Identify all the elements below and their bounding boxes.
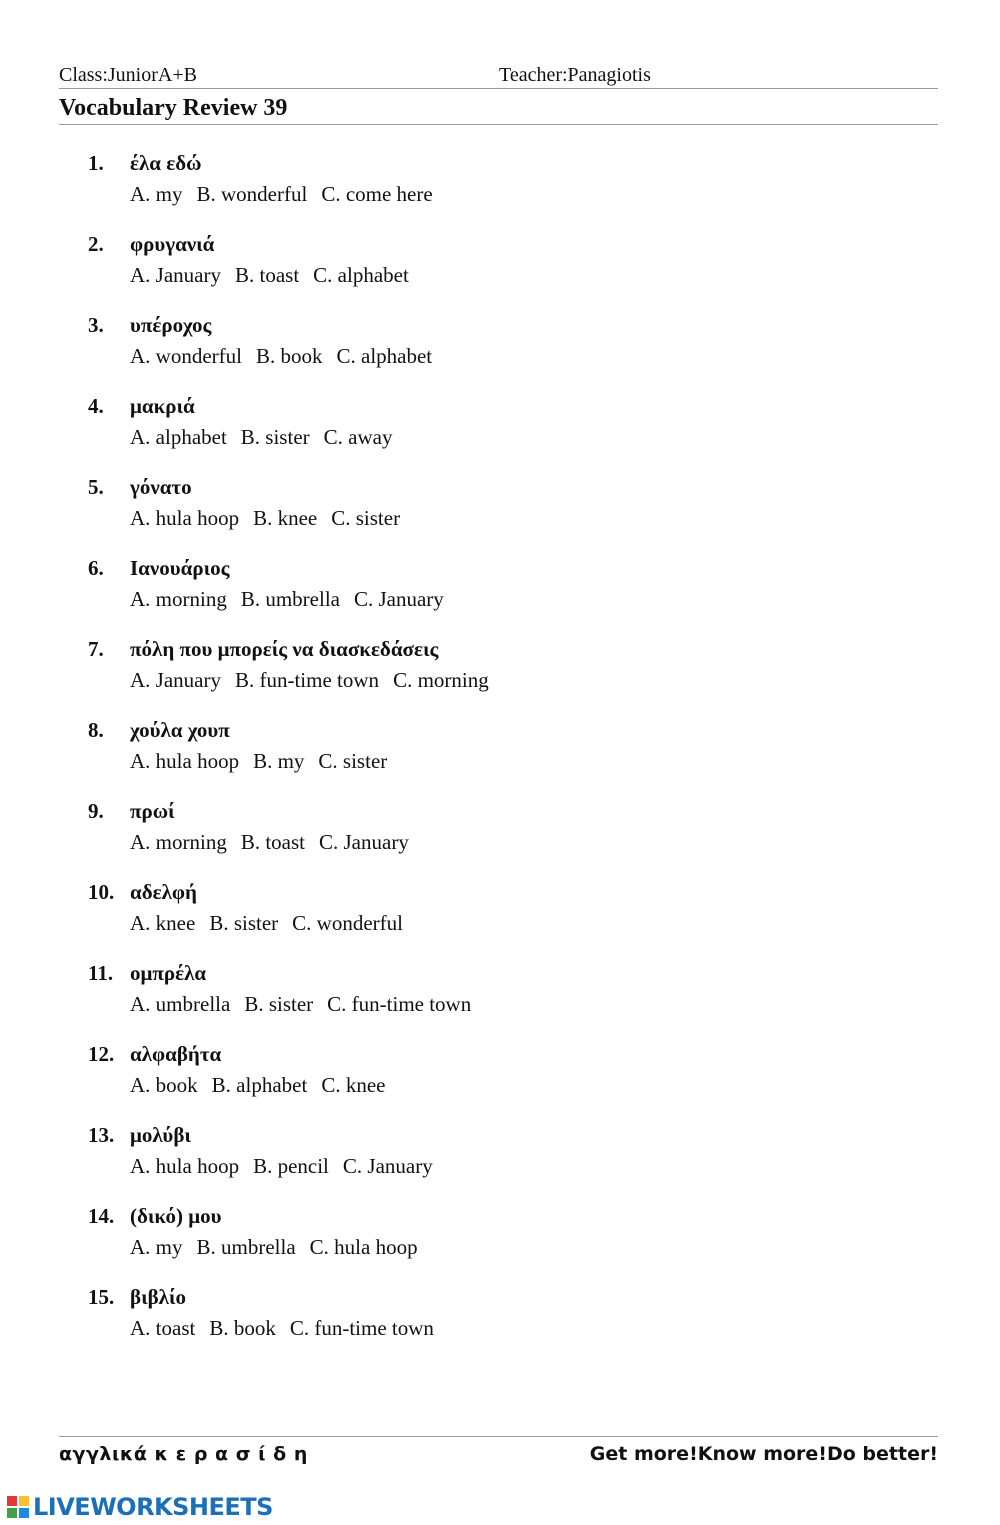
- answer-option[interactable]: B. knee: [253, 506, 318, 530]
- answer-option[interactable]: C. hula hoop: [309, 1235, 418, 1259]
- answer-option[interactable]: A. January: [130, 668, 221, 692]
- question-line: [88, 958, 788, 988]
- answer-options: [130, 1231, 788, 1263]
- answer-option[interactable]: B. alphabet: [211, 1073, 308, 1097]
- answer-options: [130, 907, 788, 939]
- answer-option[interactable]: B. umbrella: [196, 1235, 296, 1259]
- answer-options: [130, 826, 788, 858]
- question-line: [88, 148, 788, 178]
- question-item: [88, 877, 788, 958]
- question-item: [88, 1282, 788, 1363]
- answer-option[interactable]: C. morning: [393, 668, 489, 692]
- answer-option[interactable]: A. wonderful: [130, 344, 242, 368]
- answer-option[interactable]: B. fun-time town: [234, 668, 380, 692]
- question-item: [88, 634, 788, 715]
- answer-options: [130, 1069, 788, 1101]
- question-number: 6.: [88, 556, 104, 580]
- question-prompt: γόνατο: [130, 475, 192, 499]
- answer-option[interactable]: C. sister: [331, 506, 401, 530]
- question-line: [88, 1120, 788, 1150]
- answer-options: [130, 745, 788, 777]
- question-number: 10.: [88, 880, 115, 904]
- question-item: [88, 148, 788, 229]
- answer-option[interactable]: C. knee: [321, 1073, 386, 1097]
- question-prompt: χούλα χουπ: [130, 718, 230, 742]
- question-item: [88, 229, 788, 310]
- answer-options: [130, 340, 788, 372]
- answer-option[interactable]: C. come here: [321, 182, 433, 206]
- question-number: 2.: [88, 232, 104, 256]
- answer-option[interactable]: B. sister: [244, 992, 314, 1016]
- page-title: Vocabulary Review 39: [59, 95, 288, 121]
- answer-options: [130, 421, 788, 453]
- question-item: [88, 1201, 788, 1282]
- question-prompt: Ιανουάριος: [130, 556, 230, 580]
- answer-option[interactable]: C. sister: [318, 749, 388, 773]
- answer-option[interactable]: A. book: [130, 1073, 198, 1097]
- question-line: [88, 1201, 788, 1231]
- answer-options: [130, 1312, 788, 1344]
- question-prompt: μακριά: [130, 394, 195, 418]
- answer-option[interactable]: A. morning: [130, 587, 227, 611]
- question-line: [88, 877, 788, 907]
- answer-option[interactable]: B. sister: [209, 911, 279, 935]
- question-number: 14.: [88, 1204, 115, 1228]
- footer-slogan: Get more!Know more!Do better!: [589, 1443, 938, 1465]
- answer-option[interactable]: C. January: [319, 830, 409, 854]
- footer-left-text: αγγλικά κ ε ρ α σ ί δ η: [59, 1443, 308, 1465]
- answer-option[interactable]: B. toast: [234, 263, 300, 287]
- question-item: [88, 1039, 788, 1120]
- question-line: [88, 310, 788, 340]
- question-line: [88, 634, 788, 664]
- answer-options: [130, 988, 788, 1020]
- teacher-label: Teacher:Panagiotis: [499, 64, 651, 86]
- answer-option[interactable]: A. hula hoop: [130, 1154, 240, 1178]
- worksheet-header: [59, 62, 938, 89]
- question-number: 15.: [88, 1285, 115, 1309]
- liveworksheets-logo-icon: [7, 1496, 29, 1518]
- question-prompt: αδελφή: [130, 880, 197, 904]
- answer-options: [130, 664, 788, 696]
- answer-option[interactable]: C. fun-time town: [289, 1316, 434, 1340]
- answer-option[interactable]: A. alphabet: [130, 425, 227, 449]
- question-prompt: πόλη που μπορείς να διασκεδάσεις: [130, 637, 439, 661]
- answer-option[interactable]: C. alphabet: [313, 263, 409, 287]
- question-number: 1.: [88, 151, 104, 175]
- question-item: [88, 310, 788, 391]
- title-bar: [59, 92, 938, 125]
- brand-name: LIVEWORKSHEETS: [33, 1493, 273, 1521]
- answer-option[interactable]: C. alphabet: [336, 344, 433, 368]
- question-item: [88, 958, 788, 1039]
- question-prompt: έλα εδώ: [130, 151, 202, 175]
- answer-option[interactable]: B. sister: [240, 425, 310, 449]
- answer-option[interactable]: C. away: [323, 425, 393, 449]
- answer-option[interactable]: C. wonderful: [292, 911, 403, 935]
- answer-options: [130, 178, 788, 210]
- question-prompt: ομπρέλα: [130, 961, 207, 985]
- answer-option[interactable]: B. book: [209, 1316, 276, 1340]
- question-line: [88, 553, 788, 583]
- question-number: 5.: [88, 475, 104, 499]
- question-prompt: (δικό) μου: [130, 1204, 222, 1228]
- liveworksheets-brand[interactable]: [7, 1493, 273, 1521]
- answer-options: [130, 1150, 788, 1182]
- question-line: [88, 472, 788, 502]
- answer-option[interactable]: C. January: [342, 1154, 433, 1178]
- answer-option[interactable]: B. my: [253, 749, 305, 773]
- question-line: [88, 796, 788, 826]
- question-prompt: φρυγανιά: [130, 232, 215, 256]
- question-prompt: βιβλίο: [130, 1285, 186, 1309]
- question-item: [88, 1120, 788, 1201]
- question-prompt: πρωί: [130, 799, 175, 823]
- footer-divider: [59, 1436, 938, 1437]
- answer-option[interactable]: A. umbrella: [130, 992, 231, 1016]
- question-line: [88, 229, 788, 259]
- question-number: 3.: [88, 313, 104, 337]
- question-number: 9.: [88, 799, 104, 823]
- answer-option[interactable]: A. knee: [130, 911, 196, 935]
- answer-option[interactable]: C. January: [353, 587, 444, 611]
- question-number: 11.: [88, 961, 114, 985]
- answer-options: [130, 259, 788, 291]
- answer-option[interactable]: B. umbrella: [240, 587, 340, 611]
- answer-option[interactable]: C. fun-time town: [327, 992, 472, 1016]
- answer-option[interactable]: A. hula hoop: [130, 506, 240, 530]
- answer-option[interactable]: B. toast: [240, 830, 305, 854]
- answer-option[interactable]: B. pencil: [253, 1154, 329, 1178]
- answer-option[interactable]: B. wonderful: [196, 182, 308, 206]
- answer-option[interactable]: B. book: [255, 344, 323, 368]
- question-prompt: αλφαβήτα: [130, 1042, 222, 1066]
- question-item: [88, 553, 788, 634]
- question-line: [88, 1039, 788, 1069]
- question-item: [88, 715, 788, 796]
- answer-options: [130, 502, 788, 534]
- question-number: 13.: [88, 1123, 115, 1147]
- answer-option[interactable]: A. morning: [130, 830, 227, 854]
- question-line: [88, 391, 788, 421]
- question-line: [88, 1282, 788, 1312]
- answer-option[interactable]: A. my: [130, 182, 183, 206]
- question-prompt: υπέροχος: [130, 313, 212, 337]
- question-number: 12.: [88, 1042, 115, 1066]
- class-label: Class:JuniorA+B: [59, 64, 197, 86]
- question-item: [88, 796, 788, 877]
- question-number: 8.: [88, 718, 104, 742]
- question-item: [88, 391, 788, 472]
- question-number: 4.: [88, 394, 104, 418]
- question-number: 7.: [88, 637, 104, 661]
- question-line: [88, 715, 788, 745]
- answer-option[interactable]: A. toast: [130, 1316, 196, 1340]
- question-item: [88, 472, 788, 553]
- answer-option[interactable]: A. my: [130, 1235, 183, 1259]
- answer-option[interactable]: A. hula hoop: [130, 749, 240, 773]
- question-prompt: μολύβι: [130, 1123, 191, 1147]
- question-list: [88, 148, 788, 1363]
- answer-option[interactable]: A. January: [130, 263, 221, 287]
- answer-options: [130, 583, 788, 615]
